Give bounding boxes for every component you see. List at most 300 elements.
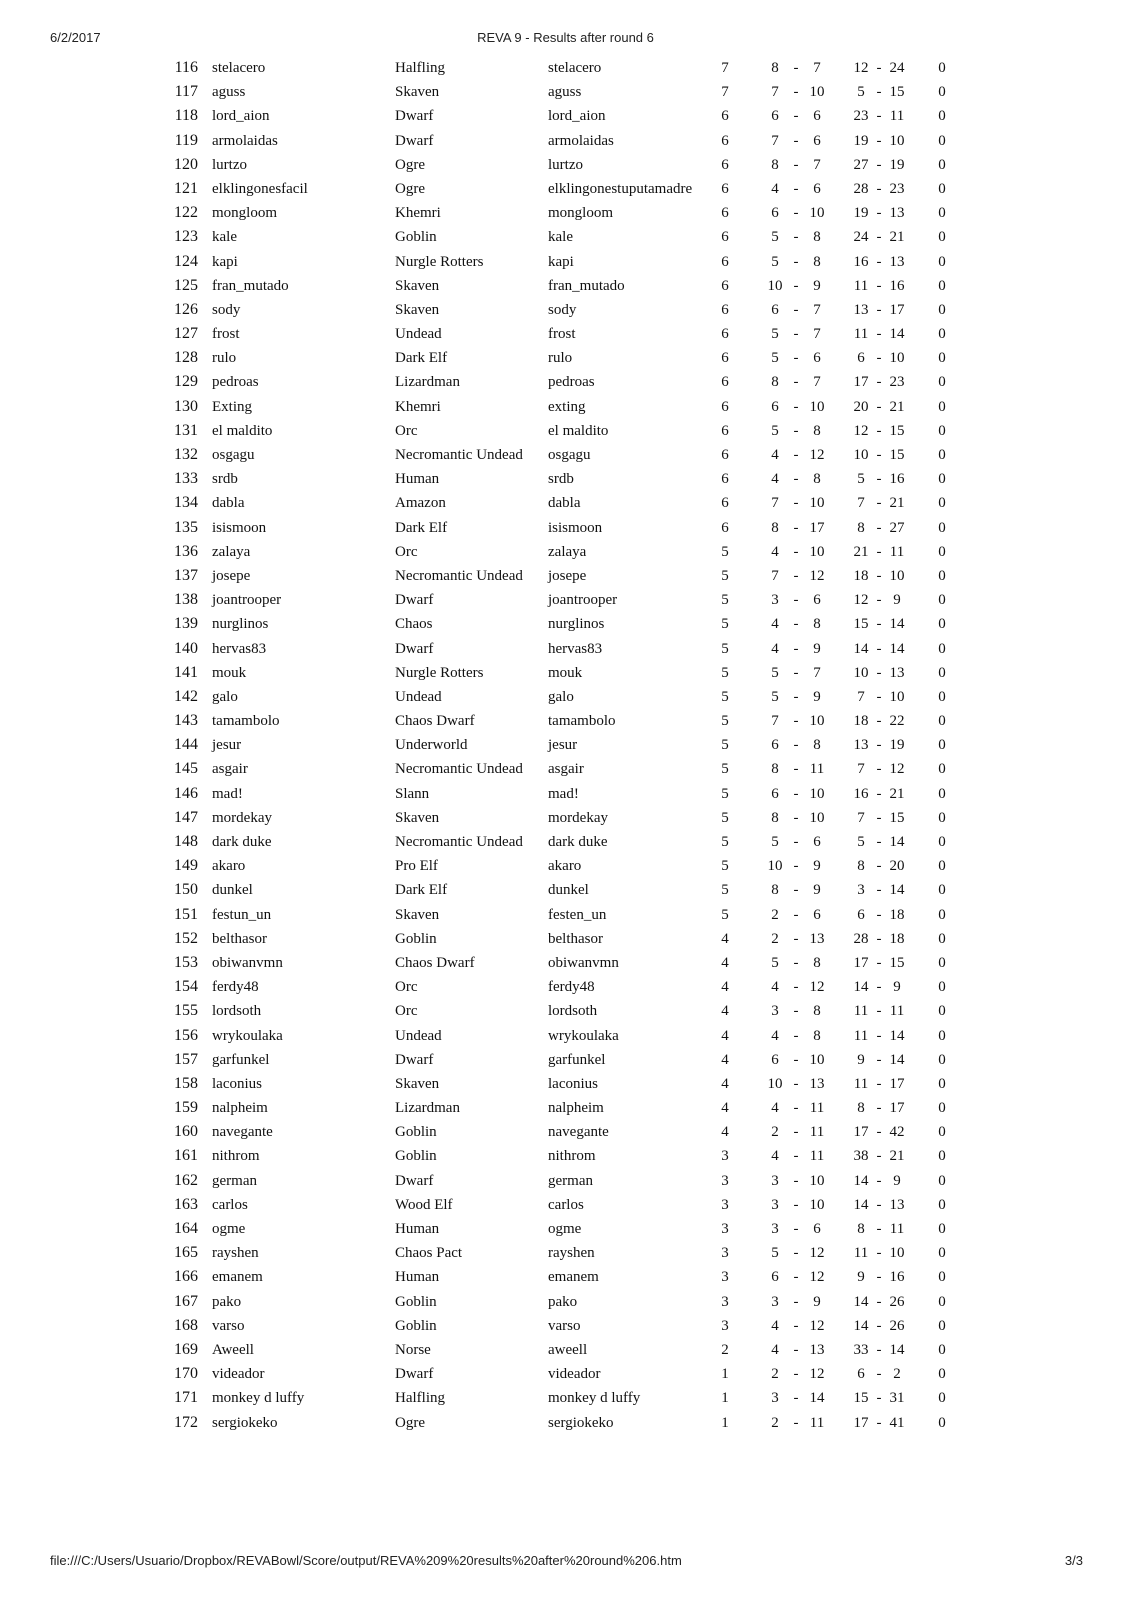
points: 5: [721, 737, 729, 754]
casualties-for: 21: [853, 543, 869, 560]
touchdowns-against: 8: [813, 1027, 821, 1044]
bonus: 0: [938, 761, 946, 778]
page-number: 3/3: [1064, 1553, 1083, 1568]
touchdowns-against: 8: [813, 1003, 821, 1020]
bonus: 0: [938, 979, 946, 996]
coach-name: el maldito: [212, 422, 273, 439]
team-name: rulo: [548, 350, 573, 367]
table-row: [0, 443, 1131, 467]
touchdowns-for: 5: [771, 688, 779, 705]
dash-separator: -: [876, 301, 882, 318]
table-row: [0, 467, 1131, 491]
casualties-for: 5: [857, 84, 865, 101]
rank: 149: [174, 857, 198, 875]
coach-name: srdb: [212, 471, 238, 488]
casualties-against: 13: [889, 253, 905, 270]
race: Skaven: [395, 277, 440, 294]
touchdowns-against: 10: [809, 398, 825, 415]
rank: 137: [174, 566, 198, 584]
dash-separator: -: [876, 592, 882, 609]
touchdowns-for: 3: [771, 1390, 779, 1407]
team-name: armolaidas: [548, 132, 614, 149]
rank: 118: [174, 107, 198, 125]
casualties-for: 8: [857, 1100, 865, 1117]
casualties-against: 21: [889, 229, 905, 246]
coach-name: osgagu: [212, 447, 255, 463]
casualties-for: 17: [853, 1414, 869, 1431]
team-name: mongloom: [548, 205, 614, 222]
dash-separator: -: [793, 1414, 799, 1431]
rank: 159: [174, 1099, 198, 1117]
touchdowns-for: 4: [771, 471, 779, 488]
casualties-for: 27: [853, 156, 869, 173]
casualties-against: 12: [889, 761, 905, 778]
bonus: 0: [938, 495, 946, 512]
touchdowns-for: 2: [771, 1414, 779, 1431]
race: Dwarf: [395, 1172, 434, 1189]
race: Undead: [395, 688, 442, 705]
rank: 170: [174, 1365, 198, 1383]
points: 4: [721, 1075, 729, 1092]
dash-separator: -: [876, 326, 882, 343]
points: 5: [721, 809, 729, 826]
dash-separator: -: [876, 688, 882, 705]
table-row: [0, 709, 1131, 733]
dash-separator: -: [876, 519, 882, 536]
touchdowns-for: 4: [771, 543, 779, 560]
rank: 145: [174, 760, 198, 778]
casualties-for: 5: [857, 834, 865, 850]
dash-separator: -: [876, 495, 882, 512]
rank: 167: [174, 1292, 198, 1310]
bonus: 0: [938, 1148, 946, 1165]
touchdowns-against: 7: [813, 60, 821, 76]
team-name: sody: [548, 301, 577, 318]
dash-separator: -: [793, 1269, 799, 1286]
casualties-against: 21: [889, 398, 905, 415]
dash-separator: -: [793, 471, 799, 488]
points: 6: [721, 495, 729, 512]
points: 4: [721, 1003, 729, 1020]
casualties-for: 14: [853, 979, 869, 996]
touchdowns-against: 8: [813, 616, 821, 633]
rank: 172: [174, 1413, 198, 1431]
race: Human: [395, 1269, 440, 1286]
casualties-against: 14: [889, 1341, 905, 1358]
coach-name: Aweell: [212, 1341, 254, 1358]
race: Halfling: [395, 1390, 445, 1407]
touchdowns-against: 10: [809, 205, 825, 222]
rank: 146: [174, 784, 198, 802]
casualties-against: 31: [889, 1390, 905, 1407]
race: Dwarf: [395, 132, 434, 149]
touchdowns-against: 6: [813, 108, 821, 125]
dash-separator: -: [793, 350, 799, 367]
coach-name: zalaya: [212, 543, 251, 560]
touchdowns-against: 7: [813, 156, 821, 173]
casualties-for: 11: [853, 1075, 869, 1092]
rank: 122: [174, 204, 198, 222]
touchdowns-against: 8: [813, 471, 821, 488]
team-name: belthasor: [548, 930, 603, 947]
casualties-against: 10: [889, 350, 905, 367]
table-row: [0, 975, 1131, 999]
touchdowns-against: 8: [813, 253, 821, 270]
touchdowns-for: 4: [771, 979, 779, 996]
casualties-for: 28: [853, 930, 869, 947]
coach-name: pako: [212, 1293, 242, 1310]
dash-separator: -: [793, 495, 799, 512]
team-name: emanem: [548, 1269, 599, 1286]
touchdowns-against: 10: [809, 713, 825, 730]
dash-separator: -: [876, 882, 882, 899]
bonus: 0: [938, 1100, 946, 1117]
dash-separator: -: [876, 616, 882, 633]
dash-separator: -: [876, 350, 882, 367]
casualties-against: 15: [889, 954, 905, 971]
team-name: pako: [548, 1293, 578, 1310]
touchdowns-for: 6: [771, 1269, 779, 1286]
touchdowns-against: 7: [813, 326, 821, 343]
table-row: [0, 80, 1131, 104]
touchdowns-against: 12: [809, 1269, 825, 1286]
touchdowns-for: 4: [771, 447, 779, 463]
table-row: [0, 1048, 1131, 1072]
dash-separator: -: [793, 277, 799, 294]
touchdowns-for: 5: [771, 664, 779, 681]
coach-name: festun_un: [212, 906, 272, 923]
team-name: nalpheim: [548, 1100, 604, 1117]
casualties-for: 14: [853, 1196, 869, 1213]
dash-separator: -: [793, 180, 799, 197]
casualties-for: 6: [857, 350, 865, 367]
dash-separator: -: [876, 374, 882, 391]
team-name: videador: [548, 1366, 601, 1383]
casualties-against: 14: [889, 1027, 905, 1044]
team-name: zalaya: [548, 543, 587, 560]
bonus: 0: [938, 132, 946, 149]
race: Skaven: [395, 301, 440, 318]
race: Dwarf: [395, 1366, 434, 1383]
casualties-against: 16: [889, 471, 905, 488]
race: Necromantic Undead: [395, 567, 523, 584]
casualties-against: 23: [889, 374, 905, 391]
touchdowns-for: 7: [771, 713, 779, 730]
team-name: elklingonestuputamadre: [548, 180, 693, 197]
team-name: pedroas: [548, 374, 595, 391]
coach-name: mad!: [212, 785, 243, 802]
touchdowns-against: 9: [813, 1293, 821, 1310]
casualties-for: 8: [857, 858, 865, 875]
casualties-against: 14: [889, 834, 905, 850]
touchdowns-against: 6: [813, 350, 821, 367]
dash-separator: -: [876, 1051, 882, 1068]
casualties-for: 13: [853, 737, 869, 754]
team-name: navegante: [548, 1124, 609, 1141]
casualties-for: 14: [853, 1317, 869, 1334]
rank: 168: [174, 1316, 198, 1334]
dash-separator: -: [793, 592, 799, 609]
touchdowns-for: 5: [771, 834, 779, 850]
casualties-against: 13: [889, 205, 905, 222]
touchdowns-for: 2: [771, 930, 779, 947]
casualties-for: 23: [853, 108, 869, 125]
coach-name: nurglinos: [212, 616, 269, 633]
casualties-against: 10: [889, 1245, 905, 1262]
touchdowns-for: 4: [771, 616, 779, 633]
coach-name: hervas83: [212, 640, 267, 657]
race: Norse: [395, 1341, 431, 1358]
points: 6: [721, 253, 729, 270]
coach-name: stelacero: [212, 60, 266, 76]
casualties-against: 14: [889, 640, 905, 657]
touchdowns-for: 5: [771, 229, 779, 246]
dash-separator: -: [876, 1317, 882, 1334]
table-row: [0, 1290, 1131, 1314]
casualties-against: 20: [889, 858, 905, 875]
dash-separator: -: [876, 1390, 882, 1407]
race: Chaos: [395, 616, 433, 633]
touchdowns-against: 17: [809, 519, 825, 536]
touchdowns-for: 4: [771, 1317, 779, 1334]
race: Goblin: [395, 1124, 437, 1141]
dash-separator: -: [876, 1172, 882, 1189]
points: 6: [721, 350, 729, 367]
bonus: 0: [938, 1221, 946, 1237]
table-row: [0, 419, 1131, 443]
race: Pro Elf: [395, 858, 438, 875]
coach-name: sergiokeko: [212, 1414, 278, 1431]
bonus: 0: [938, 906, 946, 923]
points: 3: [721, 1293, 729, 1310]
casualties-against: 16: [889, 277, 905, 294]
points: 3: [721, 1269, 729, 1286]
team-name: jesur: [548, 737, 578, 754]
touchdowns-against: 10: [809, 1196, 825, 1213]
table-row: [0, 612, 1131, 636]
dash-separator: -: [876, 1196, 882, 1213]
rank: 165: [174, 1244, 198, 1262]
team-name: kale: [548, 229, 573, 246]
team-name: aweell: [548, 1341, 588, 1358]
team-name: garfunkel: [548, 1051, 606, 1068]
rank: 151: [174, 905, 198, 923]
bonus: 0: [938, 422, 946, 439]
table-row: [0, 564, 1131, 588]
dash-separator: -: [793, 1027, 799, 1044]
rank: 160: [174, 1123, 198, 1141]
race: Ogre: [395, 1414, 425, 1431]
points: 6: [721, 301, 729, 318]
touchdowns-for: 2: [771, 1366, 779, 1383]
touchdowns-for: 3: [771, 1221, 779, 1237]
table-row: [0, 56, 1131, 80]
race: Human: [395, 1221, 440, 1237]
team-name: el maldito: [548, 422, 609, 439]
rank: 134: [174, 494, 198, 512]
dash-separator: -: [876, 906, 882, 923]
team-name: monkey d luffy: [548, 1390, 641, 1407]
points: 1: [721, 1366, 729, 1383]
touchdowns-against: 9: [813, 277, 821, 294]
dash-separator: -: [876, 84, 882, 101]
touchdowns-against: 12: [809, 447, 825, 463]
race: Ogre: [395, 156, 425, 173]
team-name: dark duke: [548, 834, 608, 850]
race: Goblin: [395, 1317, 437, 1334]
table-row: [0, 806, 1131, 830]
rank: 132: [174, 446, 198, 463]
touchdowns-for: 3: [771, 1003, 779, 1020]
table-row: [0, 1072, 1131, 1096]
casualties-for: 18: [853, 713, 869, 730]
dash-separator: -: [793, 132, 799, 149]
bonus: 0: [938, 180, 946, 197]
rank: 131: [174, 421, 198, 439]
points: 3: [721, 1196, 729, 1213]
touchdowns-against: 6: [813, 1221, 821, 1237]
table-row: [0, 1314, 1131, 1338]
casualties-against: 16: [889, 1269, 905, 1286]
casualties-for: 9: [857, 1051, 865, 1068]
touchdowns-against: 10: [809, 84, 825, 101]
bonus: 0: [938, 1390, 946, 1407]
bonus: 0: [938, 326, 946, 343]
dash-separator: -: [793, 1366, 799, 1383]
points: 5: [721, 834, 729, 850]
rank: 147: [174, 808, 198, 826]
touchdowns-against: 7: [813, 374, 821, 391]
points: 5: [721, 858, 729, 875]
touchdowns-against: 12: [809, 1245, 825, 1262]
dash-separator: -: [793, 664, 799, 681]
dash-separator: -: [793, 1390, 799, 1407]
team-name: obiwanvmn: [548, 954, 619, 971]
table-row: [0, 1193, 1131, 1217]
table-row: [0, 274, 1131, 298]
dash-separator: -: [876, 229, 882, 246]
dash-separator: -: [876, 737, 882, 754]
team-name: dunkel: [548, 882, 589, 899]
casualties-for: 16: [853, 785, 869, 802]
casualties-against: 10: [889, 132, 905, 149]
casualties-against: 14: [889, 1051, 905, 1068]
dash-separator: -: [793, 60, 799, 76]
team-name: josepe: [548, 567, 587, 584]
coach-name: mouk: [212, 664, 247, 681]
casualties-against: 19: [889, 737, 905, 754]
table-row: [0, 1362, 1131, 1386]
bonus: 0: [938, 301, 946, 318]
casualties-against: 15: [889, 809, 905, 826]
dash-separator: -: [876, 785, 882, 802]
table-row: [0, 1265, 1131, 1289]
dash-separator: -: [793, 1124, 799, 1141]
dash-separator: -: [793, 422, 799, 439]
coach-name: mongloom: [212, 205, 278, 222]
table-row: [0, 733, 1131, 757]
table-row: [0, 395, 1131, 419]
dash-separator: -: [793, 1196, 799, 1213]
coach-name: josepe: [212, 567, 251, 584]
coach-name: dabla: [212, 495, 245, 512]
casualties-for: 7: [857, 495, 865, 512]
casualties-for: 17: [853, 374, 869, 391]
casualties-against: 15: [889, 84, 905, 101]
touchdowns-for: 8: [771, 156, 779, 173]
points: 4: [721, 979, 729, 996]
team-name: aguss: [548, 84, 582, 101]
bonus: 0: [938, 398, 946, 415]
table-row: [0, 346, 1131, 370]
dash-separator: -: [876, 108, 882, 125]
coach-name: navegante: [212, 1124, 273, 1141]
dash-separator: -: [876, 1124, 882, 1141]
rank: 126: [174, 300, 198, 318]
touchdowns-against: 9: [813, 688, 821, 705]
table-row: [0, 540, 1131, 564]
touchdowns-against: 9: [813, 858, 821, 875]
table-row: [0, 1386, 1131, 1410]
table-row: [0, 516, 1131, 540]
casualties-against: 14: [889, 616, 905, 633]
casualties-against: 14: [889, 882, 905, 899]
coach-name: isismoon: [212, 519, 267, 536]
race: Dark Elf: [395, 350, 448, 367]
touchdowns-for: 6: [771, 205, 779, 222]
rank: 127: [174, 325, 198, 343]
touchdowns-for: 4: [771, 1148, 779, 1165]
dash-separator: -: [793, 1221, 799, 1237]
bonus: 0: [938, 156, 946, 173]
points: 6: [721, 447, 729, 463]
race: Chaos Dwarf: [395, 713, 475, 730]
team-name: lord_aion: [548, 108, 606, 125]
casualties-for: 7: [857, 688, 865, 705]
rank: 164: [174, 1220, 198, 1237]
casualties-against: 10: [889, 688, 905, 705]
dash-separator: -: [793, 108, 799, 125]
coach-name: lordsoth: [212, 1003, 262, 1020]
dash-separator: -: [793, 761, 799, 778]
casualties-against: 22: [889, 713, 905, 730]
bonus: 0: [938, 1366, 946, 1383]
table-row: [0, 201, 1131, 225]
coach-name: garfunkel: [212, 1051, 270, 1068]
table-row: [0, 153, 1131, 177]
casualties-for: 14: [853, 640, 869, 657]
table-row: [0, 854, 1131, 878]
rank: 143: [174, 712, 198, 730]
rank: 155: [174, 1002, 198, 1020]
dash-separator: -: [793, 374, 799, 391]
bonus: 0: [938, 543, 946, 560]
table-row: [0, 177, 1131, 201]
race: Lizardman: [395, 374, 460, 391]
points: 1: [721, 1390, 729, 1407]
coach-name: rayshen: [212, 1245, 259, 1262]
casualties-for: 12: [853, 422, 869, 439]
race: Orc: [395, 543, 418, 560]
casualties-against: 14: [889, 326, 905, 343]
casualties-for: 8: [857, 1221, 865, 1237]
dash-separator: -: [876, 543, 882, 560]
dash-separator: -: [876, 422, 882, 439]
touchdowns-against: 11: [809, 1414, 825, 1431]
casualties-against: 23: [889, 180, 905, 197]
bonus: 0: [938, 809, 946, 826]
bonus: 0: [938, 1341, 946, 1358]
